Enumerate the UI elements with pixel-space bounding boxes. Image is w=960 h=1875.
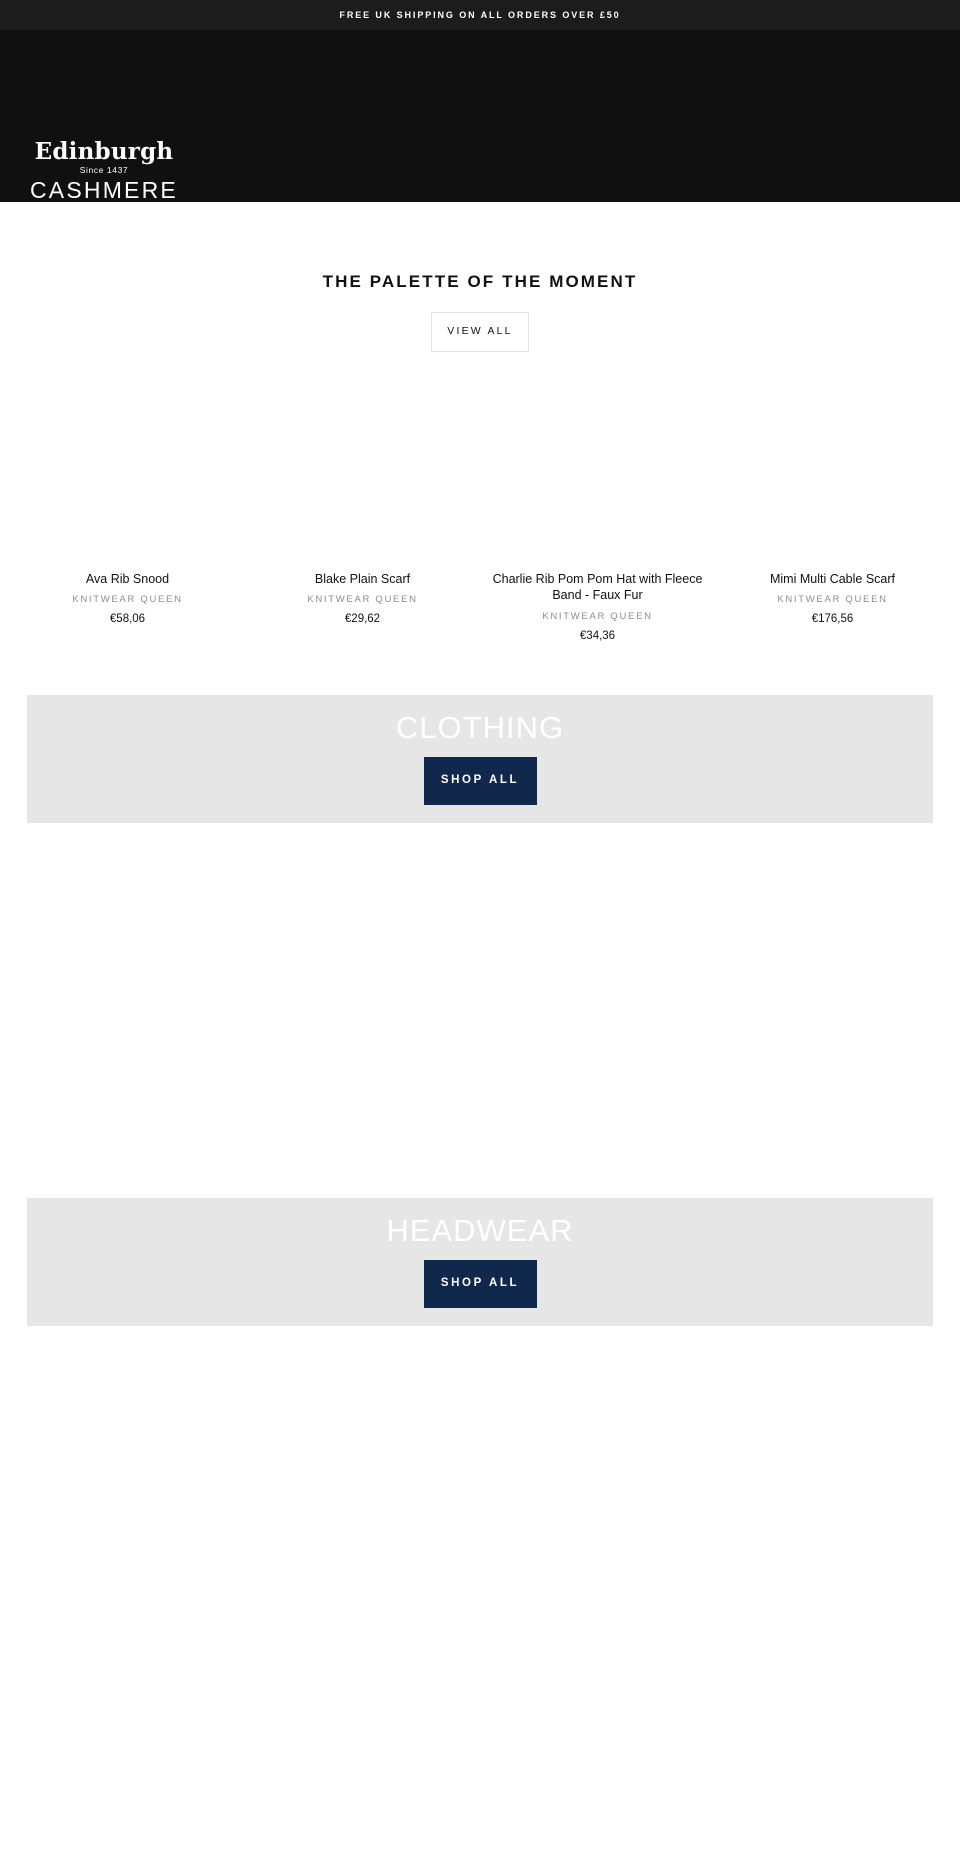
category-title: HEADWEAR — [386, 1213, 574, 1248]
category-banner-headwear[interactable] — [27, 1198, 933, 1326]
brand-name-top: Edinburgh — [34, 137, 174, 165]
brand-since-text: Since 1437 — [79, 164, 129, 175]
product-card[interactable] — [10, 380, 245, 642]
category-banner-clothing[interactable] — [27, 695, 933, 823]
product-price: €29,62 — [344, 613, 381, 626]
announcement-bar — [0, 0, 960, 30]
product-price: €176,56 — [811, 613, 854, 626]
product-vendor: KNITWEAR QUEEN — [307, 594, 418, 606]
spacer — [0, 642, 960, 695]
product-title: Mimi Multi Cable Scarf — [769, 572, 896, 586]
view-all-button[interactable]: VIEW ALL — [431, 312, 529, 352]
product-price: €58,06 — [109, 613, 146, 626]
spacer — [0, 823, 960, 1198]
product-image[interactable] — [255, 380, 470, 565]
product-price: €34,36 — [579, 629, 616, 642]
spacer — [0, 1326, 960, 1626]
shop-all-button-headwear[interactable]: SHOP ALL — [424, 1260, 537, 1308]
product-title: Blake Plain Scarf — [314, 572, 411, 586]
brand-logo[interactable] — [30, 137, 178, 203]
product-title: Charlie Rib Pom Pom Hat with Fleece Band - Faux Fur — [492, 572, 703, 603]
product-image[interactable] — [725, 380, 940, 565]
brand-name-bottom: CASHMERE — [30, 177, 178, 203]
product-card[interactable] — [480, 380, 715, 642]
product-image[interactable] — [20, 380, 235, 565]
category-title: CLOTHING — [395, 710, 565, 745]
product-grid — [0, 380, 960, 642]
product-card[interactable] — [245, 380, 480, 642]
product-title: Ava Rib Snood — [85, 572, 170, 586]
product-card[interactable] — [715, 380, 950, 642]
section-title: THE PALETTE OF THE MOMENT — [322, 272, 638, 291]
product-vendor: KNITWEAR QUEEN — [72, 594, 183, 606]
palette-section — [0, 202, 960, 642]
product-image[interactable] — [490, 380, 705, 565]
hero-banner — [0, 30, 960, 202]
announcement-text: FREE UK SHIPPING ON ALL ORDERS OVER £50 — [339, 10, 621, 20]
product-vendor: KNITWEAR QUEEN — [542, 610, 653, 622]
product-vendor: KNITWEAR QUEEN — [777, 594, 888, 606]
shop-all-button-clothing[interactable]: SHOP ALL — [424, 757, 537, 805]
